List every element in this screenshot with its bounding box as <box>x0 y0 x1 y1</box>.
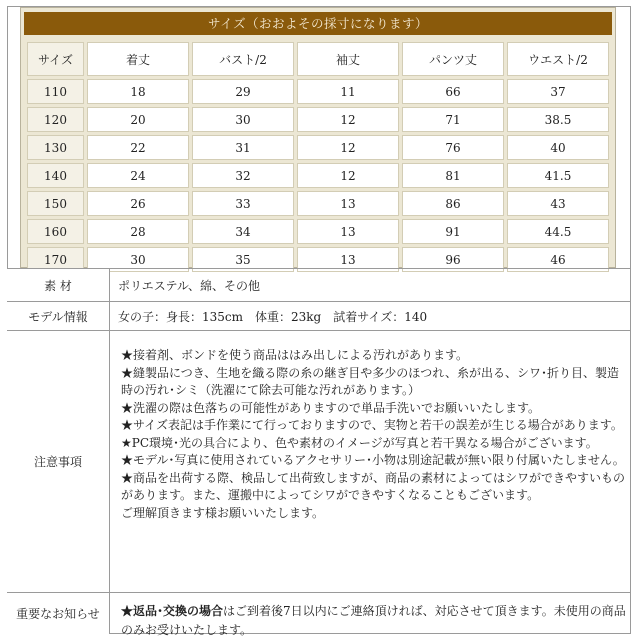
measurement-cell: 24 <box>87 163 189 188</box>
measurement-cell: 11 <box>297 79 399 104</box>
note-item: ★縫製品につき、生地を織る際の糸の継ぎ目や多少のほつれ、糸が出る、シワ･折り目、製造時の汚れ･シミ（洗濯にて除去可能な汚れがあります。） <box>121 365 620 397</box>
measurement-cell: 13 <box>297 247 399 272</box>
size-table <box>24 39 612 275</box>
material-row <box>7 268 631 301</box>
size-table-row <box>27 219 609 244</box>
header-length: 着丈 <box>87 42 189 76</box>
measurement-cell: 81 <box>402 163 504 188</box>
size-cell: 110 <box>27 79 84 104</box>
measurement-cell: 22 <box>87 135 189 160</box>
measurement-cell: 32 <box>192 163 294 188</box>
measurement-cell: 30 <box>192 107 294 132</box>
note-item: ★商品を出荷する際、検品して出荷致しますが、商品の素材によってはシワができやすいものがあります。また、運搬中によってシワができやすくなることもございます。 <box>121 470 626 502</box>
important-text <box>121 602 626 640</box>
header-size: サイズ <box>27 42 84 76</box>
size-table-row <box>27 135 609 160</box>
important-bold: ★返品･交換の場合 <box>121 604 224 618</box>
measurement-cell: 43 <box>507 191 609 216</box>
notes-label: 注意事項 <box>7 331 110 592</box>
measurement-cell: 26 <box>87 191 189 216</box>
note-item: ★モデル･写真に使用されているアクセサリー･小物は別途記載が無い限り付属いたしません。 <box>121 453 625 467</box>
measurement-cell: 44.5 <box>507 219 609 244</box>
note-item: ★接着剤、ボンドを使う商品ははみ出しによる汚れがあります。 <box>121 348 469 362</box>
size-cell: 160 <box>27 219 84 244</box>
header-pants-length: パンツ丈 <box>402 42 504 76</box>
measurement-cell: 31 <box>192 135 294 160</box>
measurement-cell: 40 <box>507 135 609 160</box>
note-item: ★PC環境･光の具合により、色や素材のイメージが写真と若干異なる場合がございます。 <box>121 435 598 450</box>
important-body: はご到着後7日以内にご連絡頂ければ、対応させて頂きます。未使用の商品のみお受けいたします。 <box>121 604 626 637</box>
measurement-cell: 41.5 <box>507 163 609 188</box>
notes-list <box>121 347 626 522</box>
measurement-cell: 86 <box>402 191 504 216</box>
measurement-cell: 13 <box>297 191 399 216</box>
important-row <box>7 592 631 637</box>
measurement-cell: 18 <box>87 79 189 104</box>
model-value: 女の子：身長：135cm 体重：23kg 試着サイズ：140 <box>118 309 428 324</box>
measurement-cell: 20 <box>87 107 189 132</box>
measurement-cell: 13 <box>297 219 399 244</box>
measurement-cell: 33 <box>192 191 294 216</box>
measurement-cell: 46 <box>507 247 609 272</box>
measurement-cell: 28 <box>87 219 189 244</box>
measurement-cell: 12 <box>297 135 399 160</box>
measurement-cell: 12 <box>297 163 399 188</box>
header-sleeve: 袖丈 <box>297 42 399 76</box>
size-table-row <box>27 107 609 132</box>
measurement-cell: 76 <box>402 135 504 160</box>
measurement-cell: 29 <box>192 79 294 104</box>
important-label: 重要なお知らせ <box>7 593 110 634</box>
size-cell: 140 <box>27 163 84 188</box>
model-label: モデル情報 <box>7 302 110 330</box>
note-item: ★サイズ表記は手作業にて行っておりますので、実物と若干の誤差が生じる場合があります。 <box>121 418 623 432</box>
size-table-header-row <box>27 42 609 76</box>
note-item: ご理解頂きます様お願いいたします。 <box>121 505 325 520</box>
measurement-cell: 35 <box>192 247 294 272</box>
material-value: ポリエステル、綿、その他 <box>118 278 260 293</box>
measurement-cell: 38.5 <box>507 107 609 132</box>
size-cell: 170 <box>27 247 84 272</box>
measurement-cell: 91 <box>402 219 504 244</box>
measurement-cell: 66 <box>402 79 504 104</box>
size-cell: 120 <box>27 107 84 132</box>
measurement-cell: 37 <box>507 79 609 104</box>
note-item: ★洗濯の際は色落ちの可能性がありますので単品手洗いでお願いいたします。 <box>121 400 541 415</box>
measurement-cell: 71 <box>402 107 504 132</box>
measurement-cell: 30 <box>87 247 189 272</box>
material-label: 素 材 <box>7 269 110 301</box>
measurement-cell: 12 <box>297 107 399 132</box>
model-row <box>7 301 631 330</box>
size-table-row <box>27 79 609 104</box>
size-cell: 150 <box>27 191 84 216</box>
header-waist: ウエスト/2 <box>507 42 609 76</box>
size-table-row <box>27 163 609 188</box>
size-table-row <box>27 191 609 216</box>
measurement-cell: 34 <box>192 219 294 244</box>
size-table-title: サイズ（おおよその採寸になります） <box>24 12 612 35</box>
header-bust: バスト/2 <box>192 42 294 76</box>
size-cell: 130 <box>27 135 84 160</box>
measurement-cell: 96 <box>402 247 504 272</box>
notes-row <box>7 330 631 592</box>
size-table-panel <box>20 7 616 268</box>
